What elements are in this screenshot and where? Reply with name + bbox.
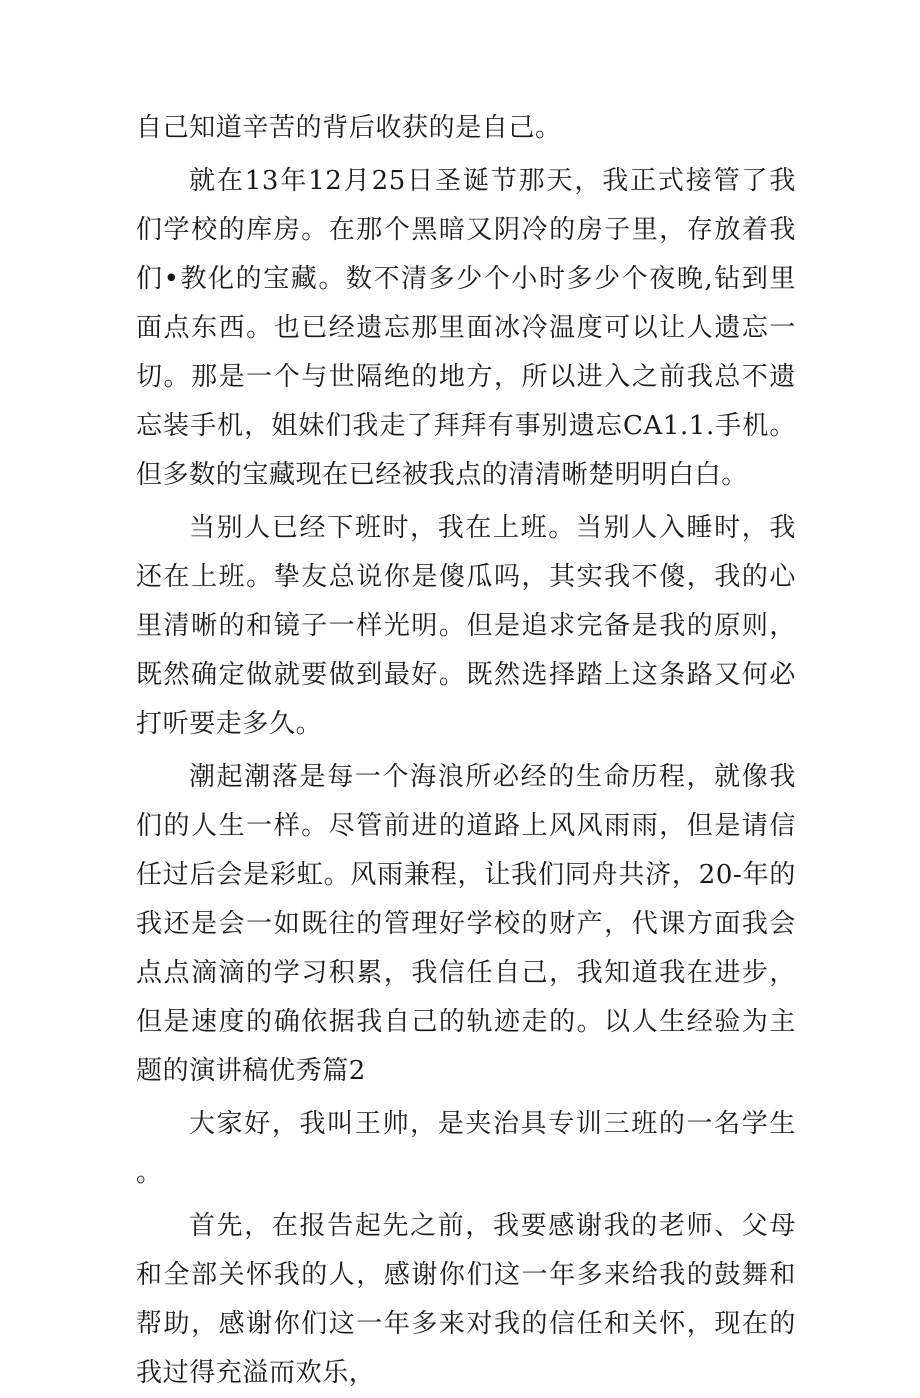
paragraph-6: 首先，在报告起先之前，我要感谢我的老师、父母和全部关怀我的人，感谢你们这一年多来给我的鼓舞和帮助，感谢你们这一年多来对我的信任和关怀，现在的我过得充溢而欢乐， (136, 1211, 796, 1388)
paragraph-1: 自己知道辛苦的背后收获的是自己。 (136, 113, 562, 143)
document-page (136, 104, 796, 1398)
paragraph-5: 大家好，我叫王帅，是夹治具专训三班的一名学生。 (136, 1109, 796, 1188)
paragraph-4: 潮起潮落是每一个海浪所必经的生命历程，就像我们的人生一样。尽管前进的道路上风风雨雨，但是请信任过后会是彩虹。风雨兼程，让我们同舟共济，20-年的我还是会一如既往的管理好学校的财产，代课方面我会点点滴滴的学习积累，我信任自己，我知道我在进步，但是速度的确依据我自己的轨迹走的。以人生经验为主题的演讲稿优秀篇2 (136, 762, 796, 1086)
paragraph-3: 当别人已经下班时，我在上班。当别人入睡时，我还在上班。挚友总说你是傻瓜吗，其实我不傻，我的心里清晰的和镜子一样光明。但是追求完备是我的原则，既然确定做就要做到最好。既然选择踏上这条路又何必打听要走多久。 (136, 513, 796, 739)
paragraph-2: 就在13年12月25日圣诞节那天，我正式接管了我们学校的库房。在那个黑暗又阴冷的房子里，存放着我们•教化的宝藏。数不清多少个小时多少个夜晚,钻到里面点东西。也已经遗忘那里面冰冷温度可以让人遗忘一切。那是一个与世隔绝的地方，所以进入之前我总不遗忘装手机，姐妹们我走了拜拜有事别遗忘CA1.1.手机。但多数的宝藏现在已经被我点的清清晰楚明明白白。 (136, 166, 796, 490)
